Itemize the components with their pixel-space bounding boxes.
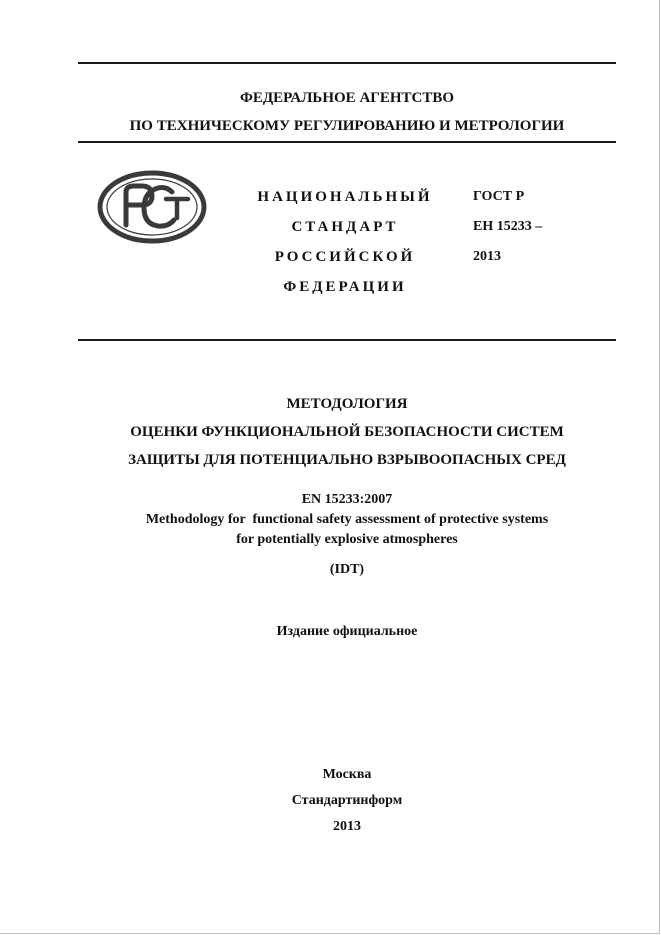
en-title-line-2: for potentially explosive atmospheres [236, 532, 458, 547]
header-divider [78, 141, 616, 143]
standard-type-line-4: ФЕДЕРАЦИИ [283, 279, 407, 295]
en-title-line-1: Methodology for functional safety assessment of protective systems [145, 512, 549, 527]
imprint-publisher: Стандартинформ [291, 793, 403, 808]
en-standard-block [78, 490, 616, 550]
designation-line-2: ЕН 15233 – [473, 219, 543, 234]
standard-type-line-1: НАЦИОНАЛЬНЫЙ [257, 189, 433, 205]
title-line-3: ЗАЩИТЫ ДЛЯ ПОТЕНЦИАЛЬНО ВЗРЫВООПАСНЫХ СРЕД [128, 452, 566, 468]
imprint-city: Москва [322, 767, 372, 782]
standard-type-line-3: РОССИЙСКОЙ [274, 249, 416, 265]
standard-type [240, 182, 450, 302]
title-line-1: МЕТОДОЛОГИЯ [286, 396, 408, 412]
agency-line-2: ПО ТЕХНИЧЕСКОМУ РЕГУЛИРОВАНИЮ И МЕТРОЛОГИИ [129, 118, 565, 134]
idt-label: (IDT) [329, 562, 365, 577]
agency-line-1: ФЕДЕРАЛЬНОЕ АГЕНТСТВО [239, 90, 455, 106]
standard-designation [473, 182, 603, 272]
rst-certification-mark-icon [96, 170, 208, 244]
designation-line-1: ГОСТ Р [473, 189, 525, 204]
en-standard-code: EN 15233:2007 [301, 492, 393, 507]
agency-header [78, 84, 616, 140]
edition-label: Издание официальное [276, 624, 418, 639]
title-line-2: ОЦЕНКИ ФУНКЦИОНАЛЬНОЙ БЕЗОПАСНОСТИ СИСТЕМ [130, 424, 564, 440]
imprint [78, 762, 616, 840]
title-divider [78, 339, 616, 341]
designation-line-3: 2013 [473, 249, 501, 264]
top-divider [78, 62, 616, 64]
imprint-year: 2013 [333, 819, 361, 834]
standard-type-line-2: СТАНДАРТ [291, 219, 399, 235]
document-title [78, 390, 616, 474]
